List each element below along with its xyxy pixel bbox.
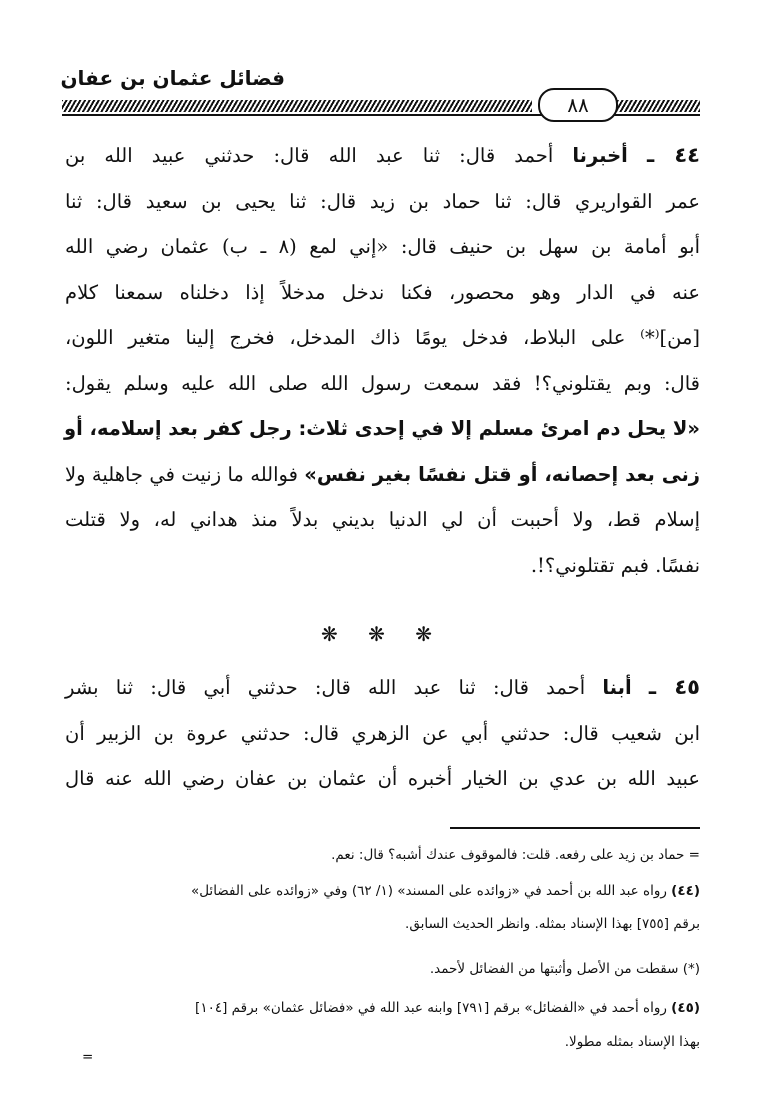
- hadith-44-line-8-text: فوالله ما زنيت في جاهلية ولا: [65, 462, 305, 486]
- hadith-44-line-5: [من]⁽*⁾ على البلاط، فدخل يومًا ذاك المدخل، فخرج إلينا متغير اللون،: [65, 326, 700, 349]
- footnote-continues-mark: =: [82, 1049, 94, 1065]
- header-ornament-rule-left: [62, 100, 532, 112]
- hadith-45-line-1-text: أحمد قال: ثنا عبد الله قال: حدثني أبي قال: ثنا بشر: [65, 676, 603, 699]
- hadith-44-lead-word: أخبرنا: [572, 144, 628, 167]
- hadith-45-lead-word: أبنا: [602, 676, 632, 699]
- page-number: ٨٨: [538, 88, 618, 122]
- hadith-44-line-1-text: أحمد قال: ثنا عبد الله قال: حدثني عبيد الله بن: [65, 144, 573, 167]
- footnote-continuation: = حماد بن زيد على رفعه. قلت: فالموقوف عندك أشبه؟ قال: نعم.: [331, 847, 700, 863]
- footnote-44-line-1: [60, 876, 700, 907]
- hadith-45-number: ٤٥ ـ: [648, 675, 700, 699]
- hadith-44-number: ٤٤ ـ: [646, 143, 700, 167]
- hadith-45-line-3: عبيد الله بن عدي بن الخيار أخبره أن عثمان بن عفان رضي الله عنه قال: [65, 767, 700, 790]
- hadith-44-line-8: [65, 452, 700, 498]
- running-title: فضائل عثمان بن عفان: [60, 66, 285, 90]
- section-separator: ❋ ❋ ❋: [321, 622, 444, 646]
- hadith-44-line-10: نفسًا. فبم تقتلوني؟!.: [530, 553, 700, 577]
- hadith-44-line-2: عمر القواريري قال: ثنا حماد بن زيد قال: ثنا يحيى بن سعيد قال: ثنا: [65, 189, 700, 213]
- hadith-44-line-6: قال: وبم يقتلوني؟! فقد سمعت رسول الله صلى الله عليه وسلم يقول:: [65, 371, 700, 395]
- footnote-45-number: (٤٥): [671, 1000, 700, 1016]
- footnote-45-line-2: بهذا الإسناد بمثله مطولا.: [564, 1034, 700, 1050]
- footnote-44-text: رواه عبد الله بن أحمد في «زوائده على المسند» (١/ ٦٢) وفي «زوائده على الفضائل»: [190, 883, 672, 899]
- footnote-45-text: رواه أحمد في «الفضائل» برقم [٧٩١] وابنه عبد الله في «فضائل عثمان» برقم [١٠٤]: [195, 1000, 672, 1016]
- footnote-rule: [450, 827, 700, 829]
- hadith-45-line-1: [65, 665, 700, 711]
- footnote-star: (*) سقطت من الأصل وأثبتها من الفضائل لأحمد.: [429, 961, 700, 977]
- header-ornament-rule-right: [616, 100, 700, 112]
- hadith-44-line-1: [65, 133, 700, 179]
- hadith-45: [65, 665, 700, 802]
- hadith-44-line-3: أبو أمامة بن سهل بن حنيف قال: «إني لمع (٨ ـ ب) عثمان رضي الله: [65, 235, 700, 258]
- hadith-44-line-9: إسلام قط، ولا أحببت أن لي الدنيا بديني بدلاً منذ هداني له، ولا قتلت: [65, 508, 700, 531]
- hadith-44-prophetic-text-line-1: «لا يحل دم امرئ مسلم إلا في إحدى ثلاث: رجل كفر بعد إسلامه، أو: [63, 417, 700, 440]
- hadith-45-line-2: ابن شعيب قال: حدثني أبي عن الزهري قال: حدثني عروة بن الزبير أن: [65, 721, 700, 745]
- hadith-44: [65, 133, 700, 588]
- hadith-44-prophetic-text-line-2: زنى بعد إحصانه، أو قتل نفسًا بغير نفس»: [304, 462, 700, 486]
- hadith-44-line-4: عنه في الدار وهو محصور، فكنا ندخل مدخلاً إذا دخلناه سمعنا كلام: [65, 280, 700, 304]
- footnote-44-line-2: برقم [٧٥٥] بهذا الإسناد بمثله. وانظر الحديث السابق.: [405, 916, 700, 932]
- footnote-45-line-1: [60, 993, 700, 1024]
- footnote-44-number: (٤٤): [671, 883, 700, 899]
